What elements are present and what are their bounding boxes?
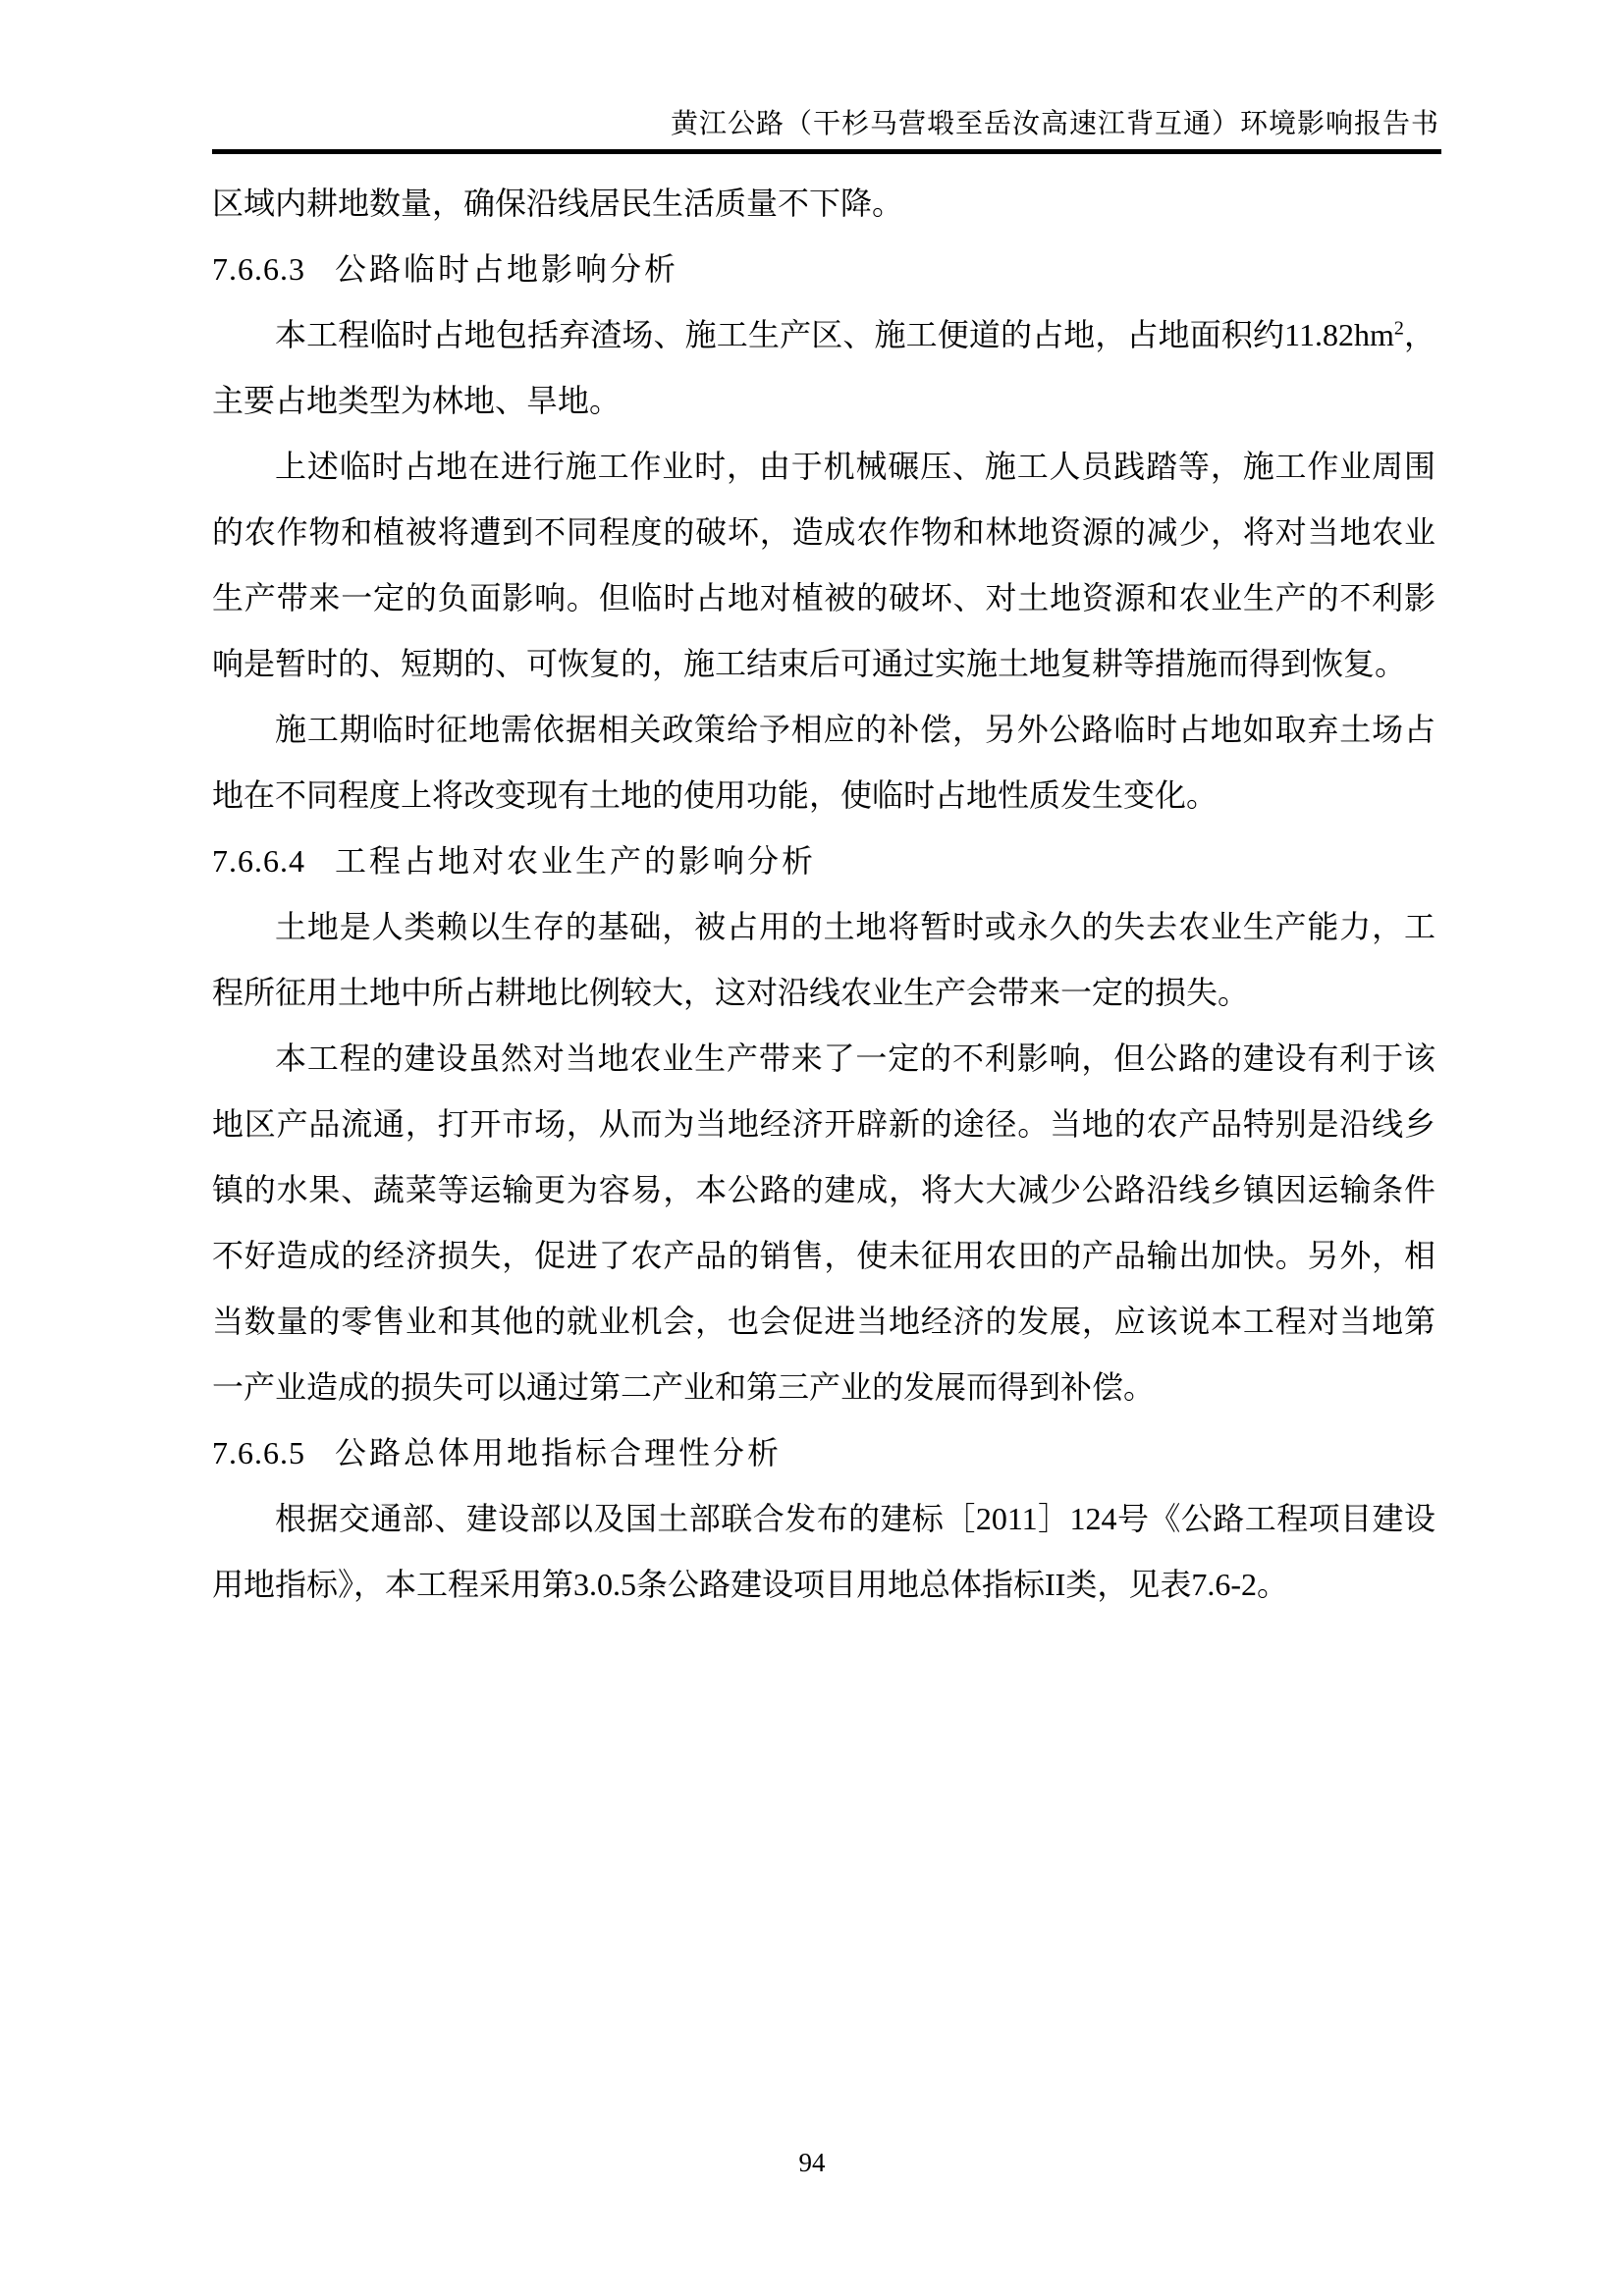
section-title: 工程占地对农业生产的影响分析 (335, 843, 817, 879)
paragraph-land-basis: 土地是人类赖以生存的基础，被占用的土地将暂时或永久的失去农业生产能力，工程所征用土地中所占耕地比例较大，这对沿线农业生产会带来一定的损失。 (212, 909, 1435, 1010)
section-title: 公路总体用地指标合理性分析 (335, 1435, 783, 1470)
paragraph-compensation: 施工期临时征地需依据相关政策给予相应的补偿，另外公路临时占地如取弃土场占地在不同程度上将改变现有土地的使用功能，使临时占地性质发生变化。 (212, 712, 1435, 813)
paragraph-land-use-standard: 根据交通部、建设部以及国土部联合发布的建标［2011］124号《公路工程项目建设用地指标》，本工程采用第3.0.5条公路建设项目用地总体指标II类，见表7.6-2。 (212, 1501, 1435, 1602)
paragraph-text: ，主要占地类型为林地、旱地。 (212, 317, 1435, 418)
paragraph-economic-benefit: 本工程的建设虽然对当地农业生产带来了一定的不利影响，但公路的建设有利于该地区产品流通，打开市场，从而为当地经济开辟新的途径。当地的农产品特别是沿线乡镇的水果、蔬菜等运输更为容易，本公路的建成，将大大减少公路沿线乡镇因运输条件不好造成的经济损失，促进了农产品的销售，使未征用农田的产品输出加快。另外，相当数量的零售业和其他的就业机会，也会促进当地经济的发展，应该说本工程对当地第一产业造成的损失可以通过第二产业和第三产业的发展而得到补偿。 (212, 1041, 1435, 1405)
section-number: 7.6.6.5 (212, 1435, 305, 1470)
section-number: 7.6.6.4 (212, 843, 305, 879)
paragraph-construction-impact: 上述临时占地在进行施工作业时，由于机械碾压、施工人员践踏等，施工作业周围的农作物和植被将遭到不同程度的破坏，造成农作物和林地资源的减少，将对当地农业生产带来一定的负面影响。但临时占地对植被的破坏、对土地资源和农业生产的不利影响是暂时的、短期的、可恢复的，施工结束后可通过实施土地复耕等措施而得到恢复。 (212, 449, 1435, 681)
paragraph-temp-land-area (212, 302, 1435, 434)
section-title: 公路临时占地影响分析 (335, 251, 679, 287)
section-heading-7-6-6-5 (212, 1420, 1435, 1486)
page-footer (0, 2148, 1624, 2178)
section-number: 7.6.6.3 (212, 251, 305, 287)
superscript-square: 2 (1393, 317, 1404, 340)
paragraph-continuation: 区域内耕地数量，确保沿线居民生活质量不下降。 (212, 186, 904, 221)
header-title: 黄江公路（干杉马营塅至岳汝高速江背互通）环境影响报告书 (670, 109, 1439, 139)
document-body (212, 171, 1435, 1618)
page-number: 94 (798, 2148, 826, 2177)
paragraph-text: 本工程临时占地包括弃渣场、施工生产区、施工便道的占地，占地面积约11.82hm (275, 317, 1394, 352)
section-heading-7-6-6-4 (212, 828, 1435, 894)
section-heading-7-6-6-3 (212, 237, 1435, 302)
header-rule (212, 149, 1441, 154)
